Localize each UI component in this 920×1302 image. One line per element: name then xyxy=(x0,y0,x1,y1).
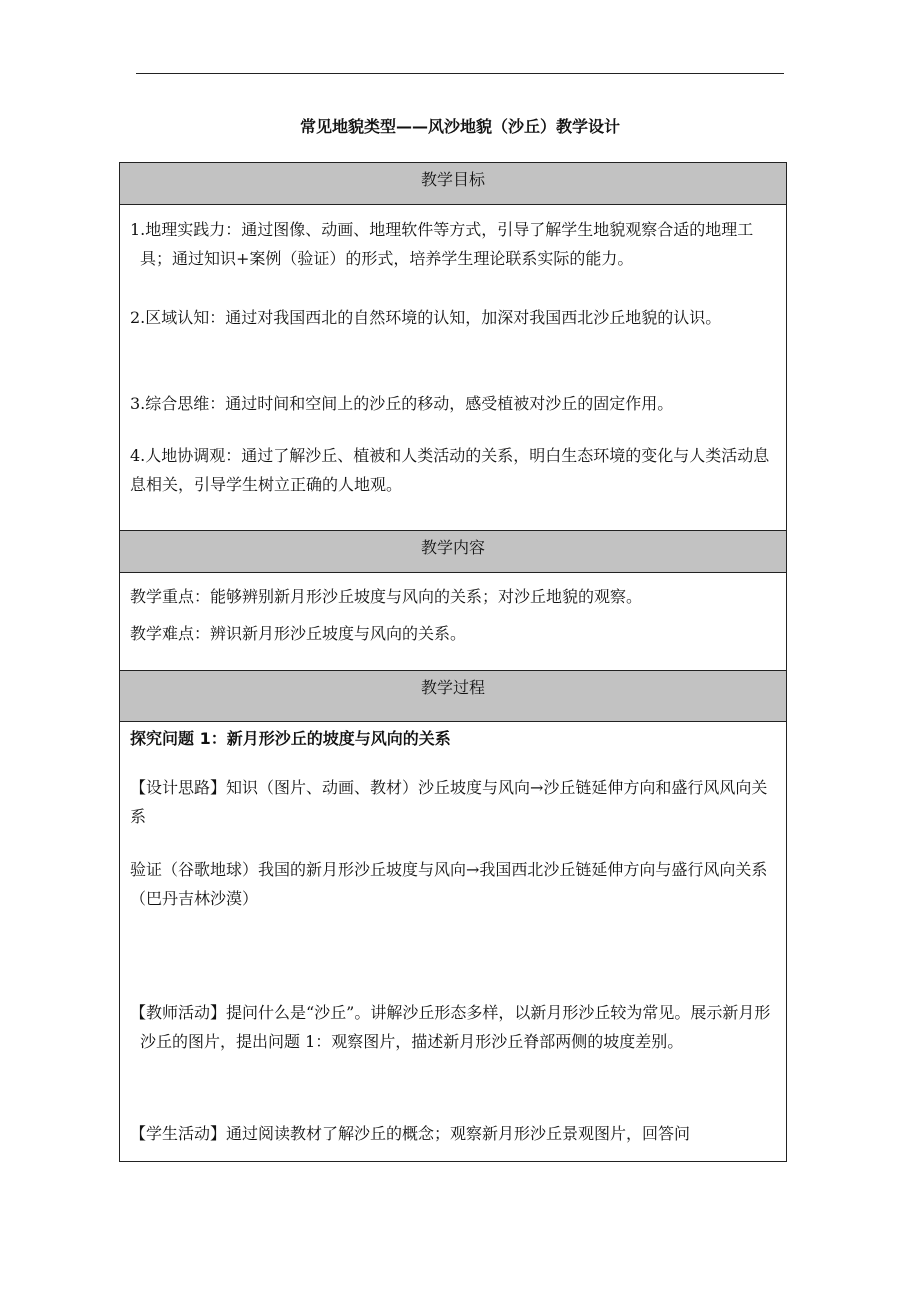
process-header-label: 教学过程 xyxy=(420,678,485,697)
teacher-activity: 【教师活动】提问什么是“沙丘”。讲解沙丘形态多样，以新月形沙丘较为常见。展示新月形沙丘的图片，提出问题 1：观察图片，描述新月形沙丘脊部两侧的坡度差别。 xyxy=(130,1003,771,1051)
goals-header xyxy=(120,163,786,205)
goals-header-label: 教学目标 xyxy=(420,170,485,189)
goal-item-2: 2.区域认知：通过对我国西北的自然环境的认知，加深对我国西北沙丘地貌的认识。 xyxy=(130,308,722,327)
difficulty: 教学难点：辨识新月形沙丘坡度与风向的关系。 xyxy=(130,624,467,643)
design-idea: 【设计思路】知识（图片、动画、教材）沙丘坡度与风向→沙丘链延伸方向和盛行风风向关系 xyxy=(130,778,768,826)
process-header xyxy=(120,670,786,722)
document-title: 常见地貌类型——风沙地貌（沙丘）教学设计 xyxy=(299,117,620,136)
header-rule xyxy=(136,73,784,74)
verification: 验证（谷歌地球）我国的新月形沙丘坡度与风向→我国西北沙丘链延伸方向与盛行风向关系（巴丹吉林沙漠） xyxy=(130,860,768,908)
question-heading: 探究问题 1：新月形沙丘的坡度与风向的关系 xyxy=(130,729,451,748)
content-header-label: 教学内容 xyxy=(420,538,485,557)
goal-item-1: 1.地理实践力：通过图像、动画、地理软件等方式，引导了解学生地貌观察合适的地理工具；通过知识+案例（验证）的形式，培养学生理论联系实际的能力。 xyxy=(130,220,754,268)
key-point: 教学重点：能够辨别新月形沙丘坡度与风向的关系；对沙丘地貌的观察。 xyxy=(130,587,643,606)
goal-item-3: 3.综合思维：通过时间和空间上的沙丘的移动，感受植被对沙丘的固定作用。 xyxy=(130,394,674,413)
lesson-table xyxy=(119,162,787,1162)
goal-item-4: 4.人地协调观：通过了解沙丘、植被和人类活动的关系，明白生态环境的变化与人类活动息息相关，引导学生树立正确的人地观。 xyxy=(130,446,770,494)
content-header xyxy=(120,530,786,573)
student-activity: 【学生活动】通过阅读教材了解沙丘的概念；观察新月形沙丘景观图片，回答问 xyxy=(130,1124,691,1143)
